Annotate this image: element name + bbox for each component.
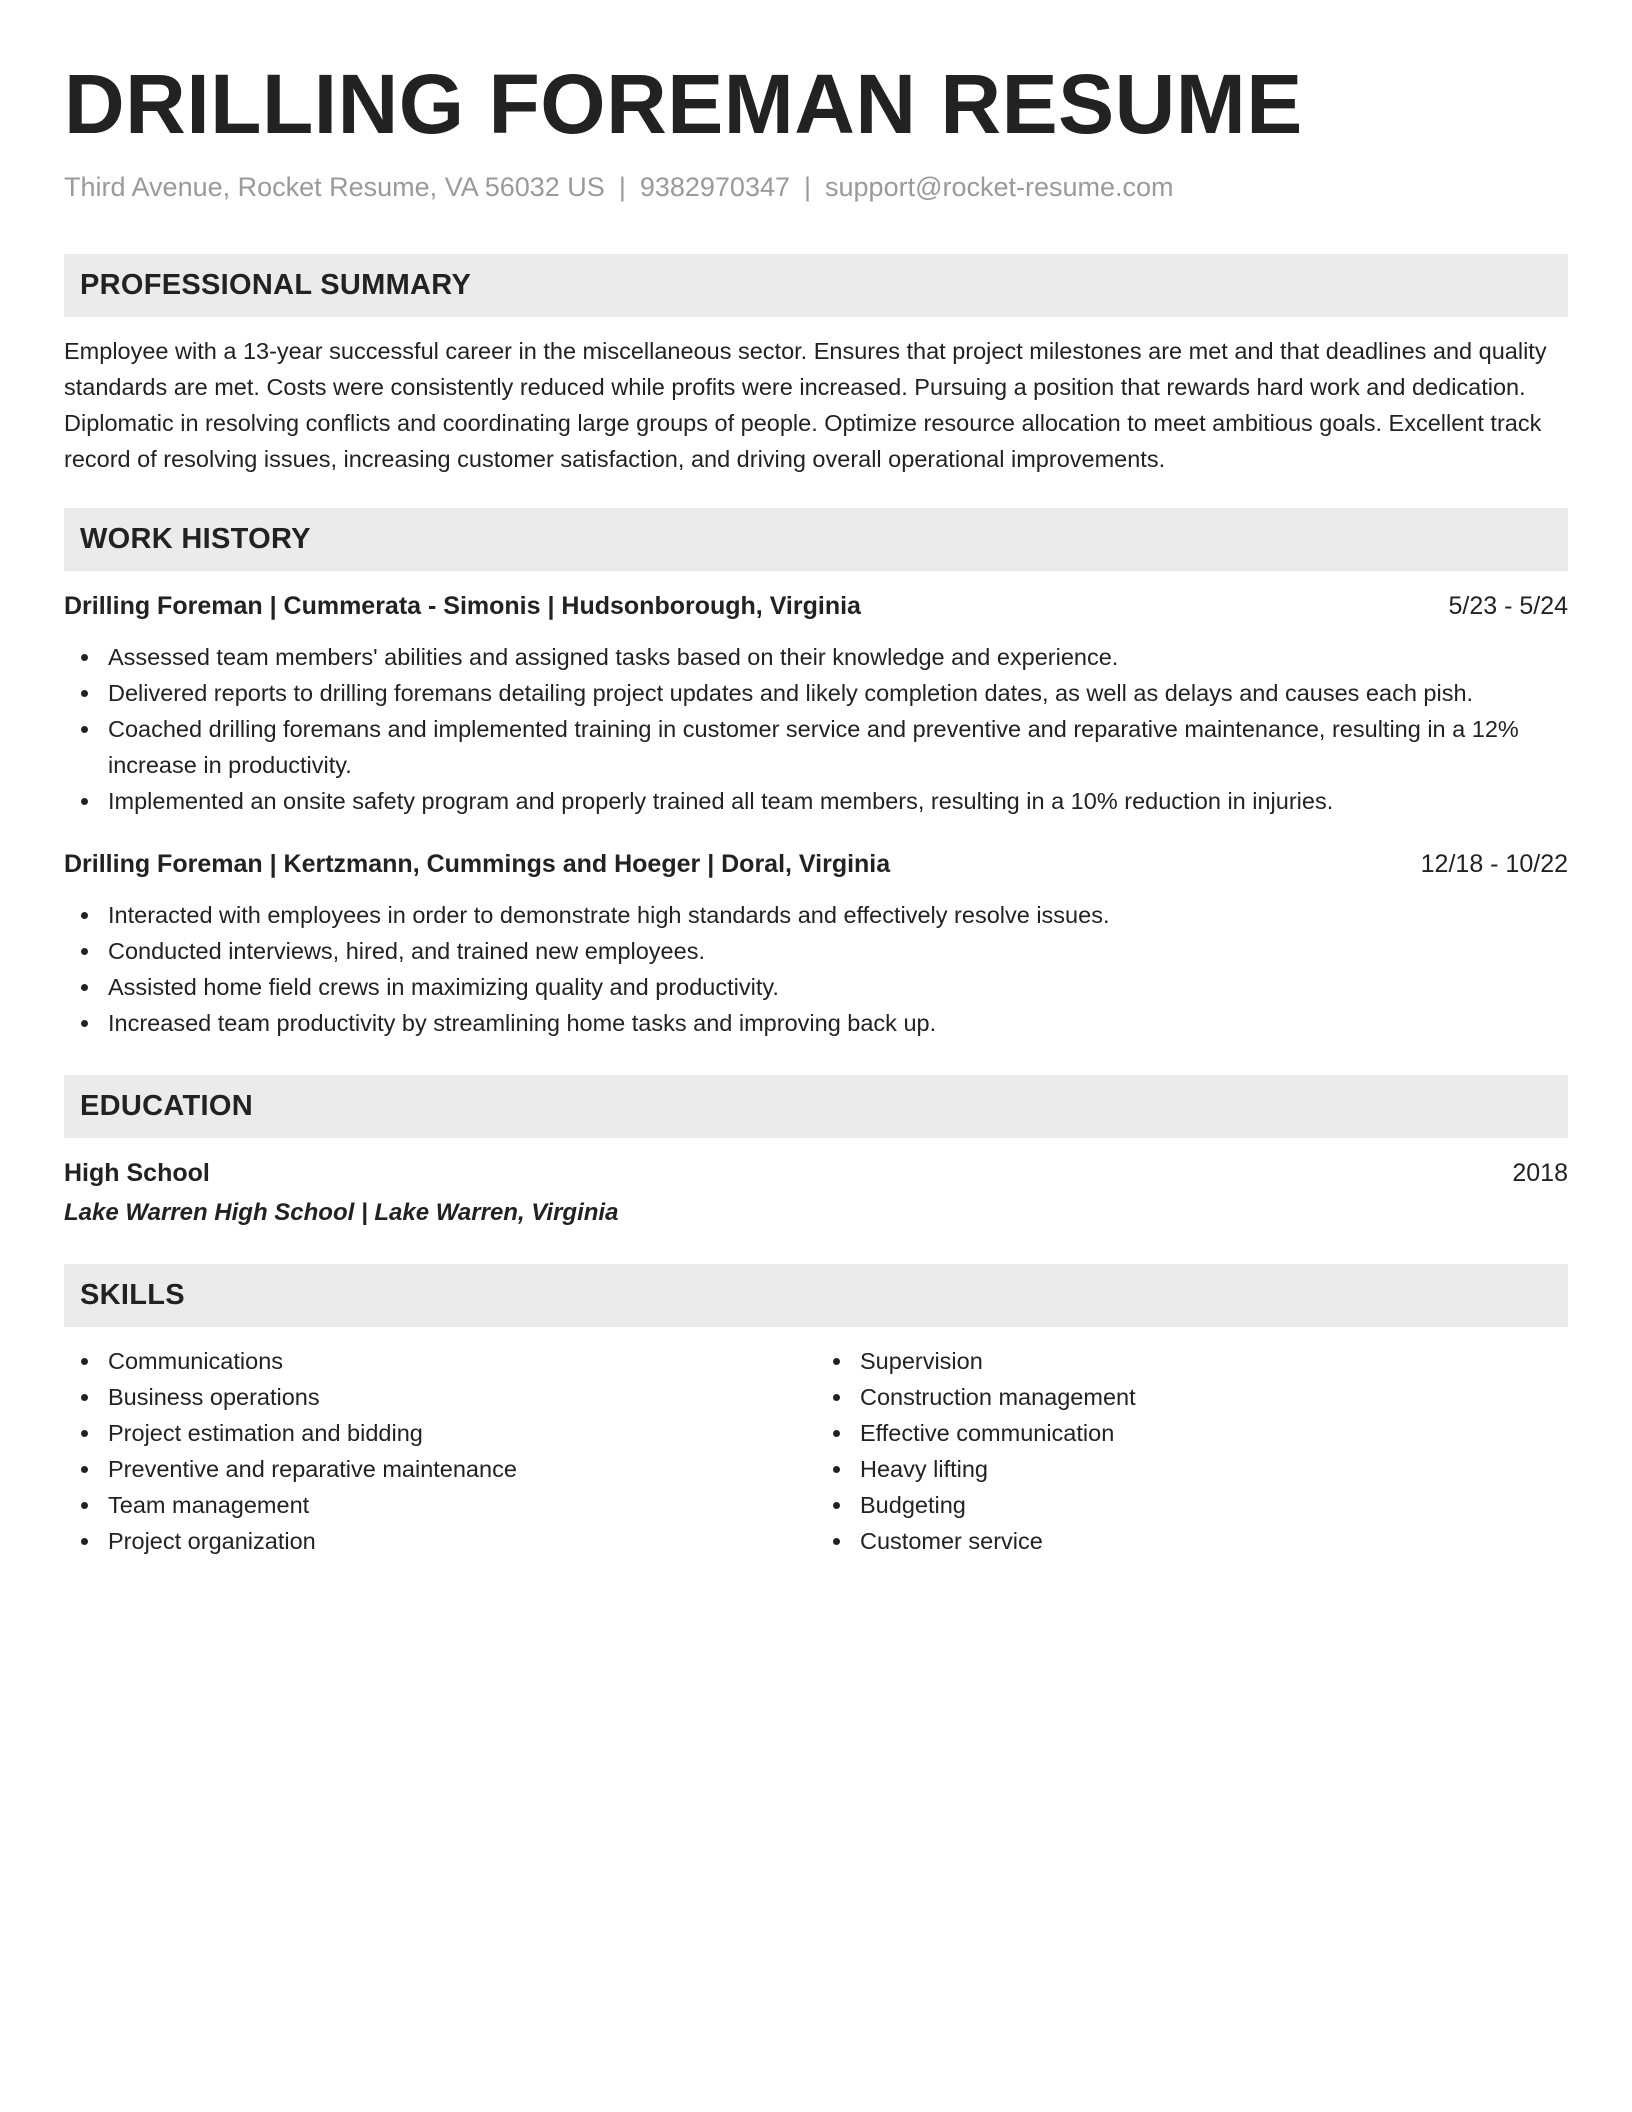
job-dates: 5/23 - 5/24 (1448, 592, 1568, 620)
job-bullet-list (64, 897, 1568, 1041)
job-bullet: Delivered reports to drilling foremans detailing project updates and likely completion dates, as well as delays and causes each pish. (108, 675, 1568, 711)
skills-list-left (64, 1343, 816, 1559)
contact-separator: | (618, 172, 626, 202)
section-heading-skills: SKILLS (64, 1264, 1568, 1327)
job-title: Drilling Foreman | Cummerata - Simonis | Hudsonborough, Virginia (64, 592, 861, 620)
skill-item: Business operations (108, 1379, 816, 1415)
skill-item: Supervision (860, 1343, 1568, 1379)
skill-item: Budgeting (860, 1487, 1568, 1523)
contact-line (64, 170, 1568, 204)
education-year: 2018 (1512, 1159, 1568, 1187)
contact-email: support@rocket-resume.com (825, 172, 1174, 202)
job-header (64, 589, 1568, 623)
section-heading-education: EDUCATION (64, 1075, 1568, 1138)
contact-separator: | (804, 172, 812, 202)
job-entry (64, 847, 1568, 1041)
skill-item: Preventive and reparative maintenance (108, 1451, 816, 1487)
education-header (64, 1156, 1568, 1190)
skill-item: Heavy lifting (860, 1451, 1568, 1487)
section-heading-summary: PROFESSIONAL SUMMARY (64, 254, 1568, 317)
education-degree: High School (64, 1159, 210, 1187)
job-bullet: Implemented an onsite safety program and properly trained all team members, resulting in a 10% reduction in injuries. (108, 783, 1568, 819)
skills-list-right (816, 1343, 1568, 1559)
job-bullet: Assisted home field crews in maximizing quality and productivity. (108, 969, 1568, 1005)
skills-grid (64, 1343, 1568, 1559)
skill-item: Effective communication (860, 1415, 1568, 1451)
skill-item: Communications (108, 1343, 816, 1379)
job-bullet: Increased team productivity by streamlining home tasks and improving back up. (108, 1005, 1568, 1041)
job-bullet: Coached drilling foremans and implemented training in customer service and preventive and reparative maintenance, resulting in a 12% increase in productivity. (108, 711, 1568, 783)
summary-text: Employee with a 13-year successful career in the miscellaneous sector. Ensures that project milestones are met and that deadlines and quality standards are met. Costs were consistently reduced while profits were increased. Pursuing a position that rewards hard work and dedication. Diplomatic in resolving conflicts and coordinating large groups of people. Optimize resource allocation to meet ambitious goals. Excellent track record of resolving issues, increasing customer satisfaction, and driving overall operational improvements. (64, 338, 1547, 472)
education-school: Lake Warren High School | Lake Warren, Virginia (64, 1199, 619, 1226)
skill-item: Project estimation and bidding (108, 1415, 816, 1451)
contact-address: Third Avenue, Rocket Resume, VA 56032 US (64, 172, 605, 202)
job-bullet: Assessed team members' abilities and assigned tasks based on their knowledge and experience. (108, 639, 1568, 675)
section-heading-work-history: WORK HISTORY (64, 508, 1568, 571)
skill-item: Construction management (860, 1379, 1568, 1415)
skill-item: Customer service (860, 1523, 1568, 1559)
resume-title: DRILLING FOREMAN RESUME (64, 57, 1303, 151)
job-bullet: Interacted with employees in order to demonstrate high standards and effectively resolve issues. (108, 897, 1568, 933)
job-title: Drilling Foreman | Kertzmann, Cummings and Hoeger | Doral, Virginia (64, 850, 891, 878)
job-dates: 12/18 - 10/22 (1420, 850, 1568, 878)
job-bullet: Conducted interviews, hired, and trained new employees. (108, 933, 1568, 969)
skill-item: Team management (108, 1487, 816, 1523)
job-entry (64, 589, 1568, 819)
education-entry (64, 1156, 1568, 1230)
job-header (64, 847, 1568, 881)
contact-phone: 9382970347 (639, 172, 790, 202)
job-bullet-list (64, 639, 1568, 819)
skill-item: Project organization (108, 1523, 816, 1559)
